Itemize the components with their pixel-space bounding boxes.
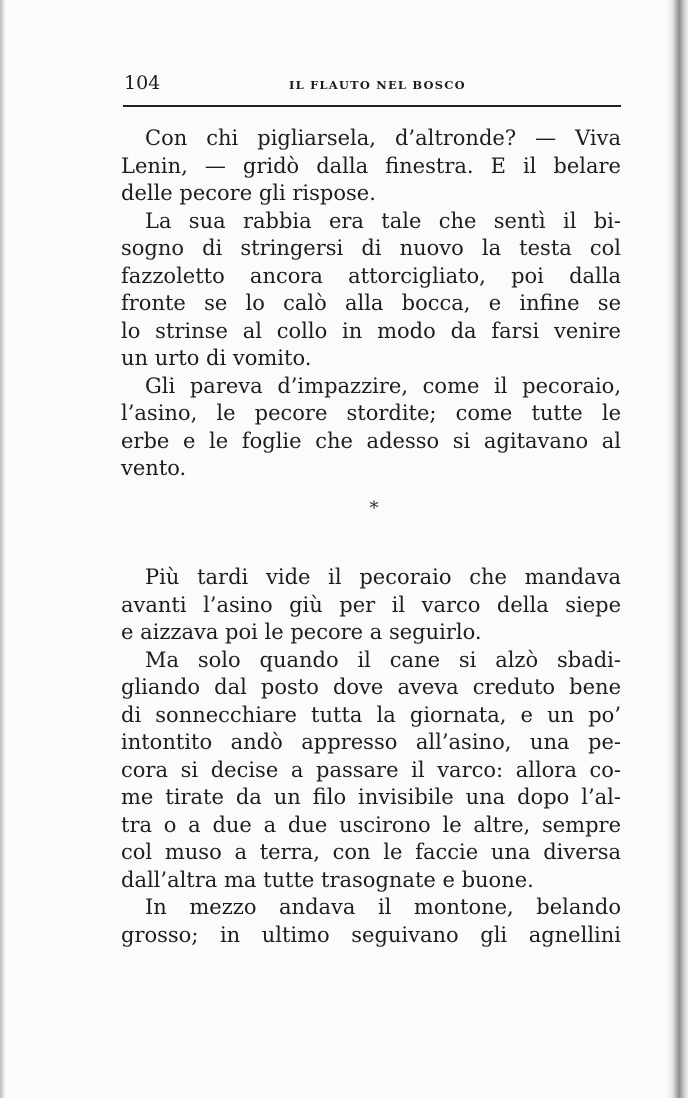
text-line: Ma solo quando il cane si alzò sbadi- <box>145 647 621 672</box>
text-line: fronte se lo calò alla bocca, e infine se <box>121 291 621 315</box>
paragraph <box>121 564 621 647</box>
text-line: col muso a terra, con le faccie una diversa <box>121 840 621 864</box>
text-line: Lenin, — gridò dalla finestra. E il belare <box>121 153 621 178</box>
page-left-edge <box>0 0 5 1098</box>
text-line: tra o a due a due uscirono le altre, sempre <box>121 812 621 837</box>
text-line: un urto di vomito. <box>121 346 312 370</box>
page-number: 104 <box>124 72 161 94</box>
page-header <box>124 68 622 100</box>
text-line: sogno di stringersi di nuovo la testa col <box>121 236 621 260</box>
text-line: intontito andò appresso all’asino, una pe- <box>121 730 621 754</box>
text-line: me tirate da un filo invisibile una dopo l’al- <box>121 785 621 809</box>
text-line: gliando dal posto dove aveva creduto bene <box>121 675 621 699</box>
text-line: erbe e le foglie che adesso si agitavano al <box>121 428 621 453</box>
paragraph <box>121 125 621 208</box>
running-title: IL FLAUTO NEL BOSCO <box>289 78 466 92</box>
text-line: cora si decise a passare il varco: allora co- <box>121 757 621 782</box>
text-line: di sonnecchiare tutta la giornata, e un po’ <box>121 702 621 727</box>
text-line: In mezzo andava il montone, belando <box>145 895 621 919</box>
paragraph <box>121 373 621 483</box>
text-line: e aizzava poi le pecore a seguirlo. <box>121 620 482 644</box>
book-spine-shadow <box>666 0 688 1098</box>
text-line: La sua rabbia era tale che sentì il bi- <box>145 208 621 233</box>
text-line: avanti l’asino giù per il varco della siepe <box>121 592 621 617</box>
text-line: grosso; in ultimo seguivano gli agnellini <box>121 922 621 947</box>
paragraph <box>121 647 621 895</box>
text-line: fazzoletto ancora attorcigliato, poi dalla <box>121 263 621 288</box>
text-line: dall’altra ma tutte trasognate e buone. <box>121 867 534 892</box>
text-line: Con chi pigliarsela, d’altronde? — Viva <box>145 126 621 150</box>
paragraph <box>121 894 621 949</box>
text-block-after-break <box>121 564 621 949</box>
text-line: delle pecore gli rispose. <box>121 181 376 205</box>
text-block-before-break <box>121 125 621 483</box>
text-line: Gli pareva d’impazzire, come il pecoraio, <box>145 373 621 398</box>
section-separator: * <box>369 498 379 519</box>
text-line: lo strinse al collo in modo da farsi venire <box>121 318 621 343</box>
text-line: l’asino, le pecore stordite; come tutte le <box>121 401 621 425</box>
text-line: vento. <box>121 456 187 480</box>
header-rule <box>123 105 621 107</box>
paragraph <box>121 208 621 373</box>
text-line: Più tardi vide il pecoraio che mandava <box>145 565 621 589</box>
